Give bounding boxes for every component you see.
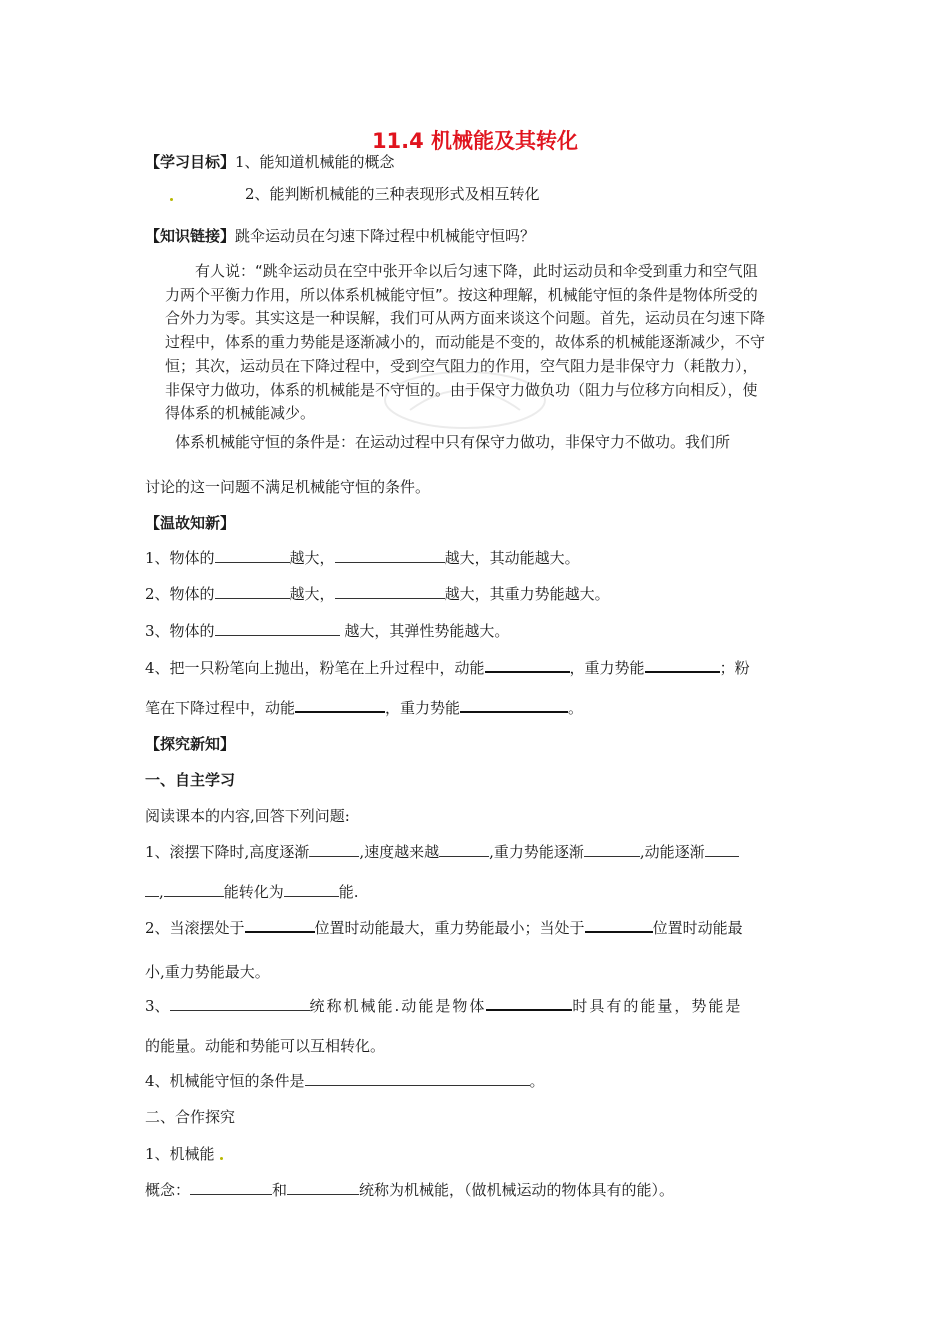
answer-blank[interactable] [215, 584, 290, 599]
q4-text-d: 笔在下降过程中，动能 [145, 699, 296, 717]
self-study-intro: 阅读课本的内容,回答下列问题: [145, 807, 350, 825]
answer-blank[interactable] [439, 842, 489, 857]
answer-blank[interactable] [145, 882, 159, 897]
answer-blank[interactable] [295, 697, 385, 713]
q4-text-c: ；粉 [719, 659, 750, 677]
s3-text-c: 时具有的能量，势能是 [572, 997, 743, 1015]
s1-text-d: ,动能逐渐 [639, 843, 705, 861]
q1-text-a: 1、物体的 [145, 549, 215, 567]
self-q3-line-2: 的能量。动能和势能可以互相转化。 [145, 1037, 386, 1055]
answer-blank[interactable] [705, 842, 739, 857]
self-q1-line-1 [145, 842, 739, 862]
q4-text-f: 。 [568, 699, 584, 717]
q1-text-b: 越大， [289, 549, 335, 567]
quote-line: 恒；其次，运动员在下降过程中，受到空气阻力的作用，空气阻力是非保守力（耗散力）， [165, 356, 758, 375]
answer-blank[interactable] [287, 1180, 359, 1195]
answer-blank[interactable] [645, 657, 720, 673]
quote-line: 合外力为零。其实这是一种误解，我们可从两方面来谈这个问题。首先，运动员在匀速下降 [165, 309, 766, 328]
explore-label: 【探究新知】 [145, 735, 236, 753]
answer-blank[interactable] [284, 882, 339, 897]
answer-blank[interactable] [309, 842, 359, 857]
s2-text-a: 2、当滚摆处于 [145, 919, 245, 937]
concept-text-c: 统称为机械能，（做机械运动的物体具有的能）。 [359, 1181, 675, 1199]
s2-text-b: 位置时动能最大，重力势能最小；当处于 [314, 919, 585, 937]
objectives-line-1 [145, 152, 395, 172]
answer-blank[interactable] [190, 1180, 272, 1195]
answer-blank[interactable] [486, 995, 572, 1011]
objectives-label: 【学习目标】 [145, 153, 236, 171]
answer-blank[interactable] [245, 917, 315, 933]
s1-text-e: , [159, 883, 164, 901]
answer-blank[interactable] [584, 842, 640, 857]
link-label: 【知识链接】 [145, 227, 236, 245]
q2-text-c: 越大，其重力势能越大。 [444, 585, 610, 603]
review-q1 [145, 548, 580, 568]
s4-text-b: 。 [529, 1072, 545, 1090]
page-title: 11.4 机械能及其转化 [371, 129, 579, 153]
review-q4-line-2 [145, 697, 583, 718]
answer-blank[interactable] [335, 584, 445, 599]
s1-text-b: ,速度越来越 [359, 843, 440, 861]
s1-text-a: 1、滚摆下降时,高度逐渐 [145, 843, 310, 861]
concept-text-b: 和 [272, 1181, 288, 1199]
review-q4-line-1 [145, 657, 750, 678]
condition-line-1: 体系机械能守恒的条件是：在运动过程中只有保守力做功，非保守力不做功。我们所 [175, 433, 731, 451]
link-line [145, 226, 535, 246]
answer-blank[interactable] [460, 697, 568, 713]
review-q2 [145, 584, 610, 604]
review-q3 [145, 621, 509, 641]
speck-mark [170, 198, 173, 201]
answer-blank[interactable] [485, 657, 570, 673]
s3-text-b: 统称机械能.动能是物体 [309, 997, 487, 1015]
self-q3-line-1 [145, 995, 742, 1016]
coop-item-1: 1、机械能 [145, 1145, 215, 1163]
watermark-icon [380, 365, 550, 435]
answer-blank[interactable] [170, 996, 310, 1011]
concept-line [145, 1180, 674, 1200]
answer-blank[interactable] [164, 882, 224, 897]
s4-text-a: 4、机械能守恒的条件是 [145, 1072, 305, 1090]
objective-2: 2、能判断机械能的三种表现形式及相互转化 [245, 185, 540, 203]
quote-line: 力两个平衡力作用，所以体系机械能守恒”。按这种理解，机械能守恒的条件是物体所受的 [165, 285, 758, 304]
answer-blank[interactable] [215, 621, 340, 636]
q4-text-b: ，重力势能 [569, 659, 645, 677]
quote-line: 有人说：“跳伞运动员在空中张开伞以后匀速下降，此时运动员和伞受到重力和空气阻 [195, 262, 758, 280]
s1-text-c: ,重力势能逐渐 [489, 843, 584, 861]
s1-text-f: 能转化为 [223, 883, 284, 901]
quote-line: 过程中，体系的重力势能是逐渐减小的，而动能是不变的，故体系的机械能逐渐减少，不守 [165, 333, 766, 352]
concept-text-a: 概念： [145, 1181, 191, 1199]
speck-mark [220, 1157, 223, 1160]
condition-line-2: 讨论的这一问题不满足机械能守恒的条件。 [145, 478, 431, 496]
q3-text-b: 越大，其弹性势能越大。 [339, 622, 510, 640]
s2-text-c: 位置时动能最 [652, 919, 743, 937]
s3-text-a: 3、 [145, 997, 170, 1015]
answer-blank[interactable] [305, 1071, 530, 1086]
quote-line: 非保守力做功，体系的机械能是不守恒的。由于保守力做负功（阻力与位移方向相反），使 [165, 380, 758, 399]
self-q2-line-2: 小,重力势能最大。 [145, 963, 270, 981]
self-study-heading: 一、自主学习 [145, 771, 236, 789]
self-q1-line-2 [145, 882, 359, 902]
q2-text-b: 越大， [289, 585, 335, 603]
objective-1: 1、能知道机械能的概念 [235, 153, 395, 171]
self-q4 [145, 1071, 545, 1091]
review-label: 【温故知新】 [145, 514, 236, 532]
self-q2-line-1 [145, 917, 743, 938]
q4-text-e: ，重力势能 [385, 699, 461, 717]
quote-line: 得体系的机械能减少。 [165, 404, 316, 423]
q1-text-c: 越大，其动能越大。 [444, 549, 580, 567]
q3-text-a: 3、物体的 [145, 622, 215, 640]
link-question: 跳伞运动员在匀速下降过程中机械能守恒吗？ [235, 227, 536, 245]
coop-heading: 二、合作探究 [145, 1108, 236, 1126]
answer-blank[interactable] [335, 548, 445, 563]
answer-blank[interactable] [215, 548, 290, 563]
q2-text-a: 2、物体的 [145, 585, 215, 603]
q4-text-a: 4、把一只粉笔向上抛出，粉笔在上升过程中，动能 [145, 659, 485, 677]
answer-blank[interactable] [585, 917, 653, 933]
s1-text-g: 能. [338, 883, 359, 901]
